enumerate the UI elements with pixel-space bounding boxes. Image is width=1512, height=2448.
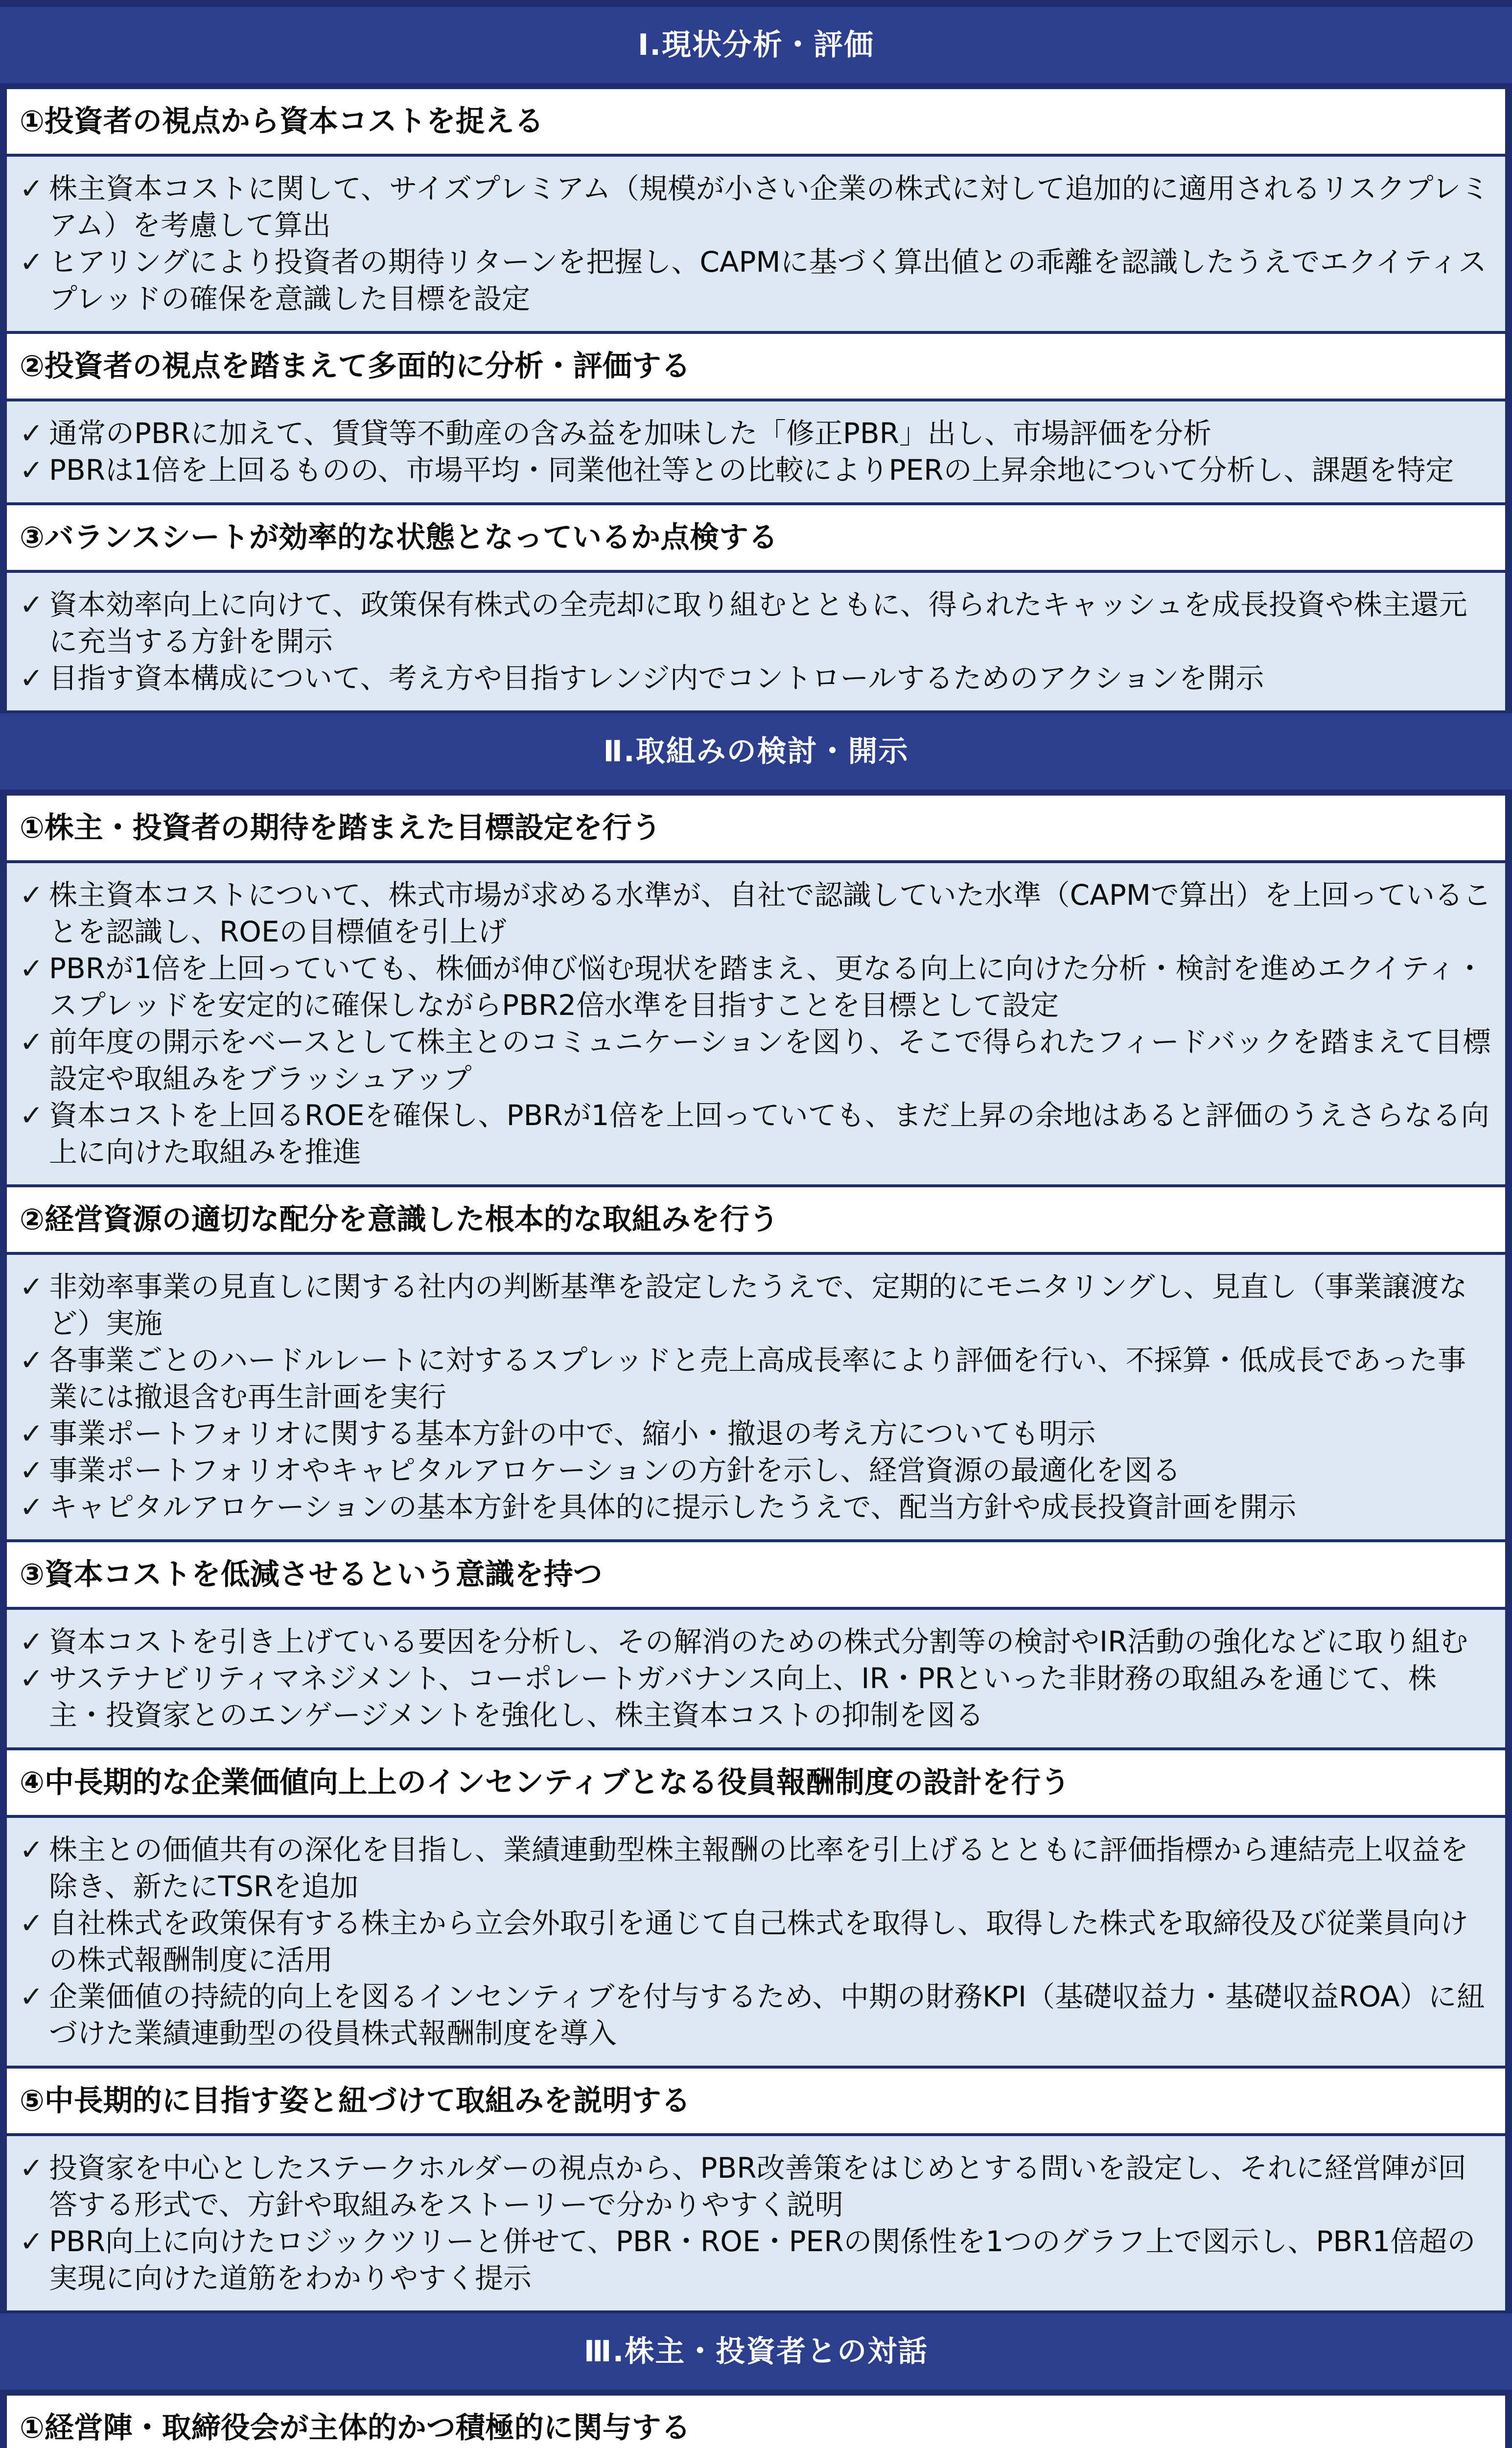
checkmark-icon: ✓ bbox=[20, 1099, 44, 1132]
checkmark-icon: ✓ bbox=[20, 2151, 44, 2185]
item-body bbox=[4, 1607, 1508, 1747]
item-body bbox=[4, 154, 1508, 331]
item-title: ③資本コストを低減させるという意識を持つ bbox=[4, 1539, 1508, 1607]
bullet-text: 自社株式を政策保有する株主から立会外取引を通じて自己株式を取得し、取得した株式を取締役及び従業員向けの株式報酬制度に活用 bbox=[49, 1907, 1469, 1977]
checkmark-icon: ✓ bbox=[20, 1343, 44, 1377]
checkmark-icon: ✓ bbox=[20, 1833, 44, 1866]
bullet-item bbox=[20, 2150, 1492, 2223]
bullet-item bbox=[20, 1097, 1492, 1171]
item-title: ③バランスシートが効率的な状態となっているか点検する bbox=[4, 502, 1508, 570]
bullet-text: 資本コストを引き上げている要因を分析し、その解消のための株式分割等の検討やIR活動の強化などに取り組む bbox=[49, 1625, 1468, 1658]
checkmark-icon: ✓ bbox=[20, 417, 44, 450]
item-title: ①経営陣・取締役会が主体的かつ積極的に関与する bbox=[4, 2393, 1508, 2448]
item-title: ②経営資源の適切な配分を意識した根本的な取組みを行う bbox=[4, 1184, 1508, 1252]
checkmark-icon: ✓ bbox=[20, 661, 44, 695]
bullet-text: PBR向上に向けたロジックツリーと併せて、PBR・ROE・PERの関係性を1つのグラフ上で図示し、PBR1倍超の実現に向けた道筋をわかりやすく提示 bbox=[49, 2225, 1476, 2295]
checkmark-icon: ✓ bbox=[20, 2225, 44, 2258]
bullet-text: キャピタルアロケーションの基本方針を具体的に提示したうえで、配当方針や成長投資計画を開示 bbox=[49, 1490, 1297, 1524]
bullet-item bbox=[20, 415, 1492, 452]
bullet-text: 事業ポートフォリオやキャピタルアロケーションの方針を示し、経営資源の最適化を図る bbox=[49, 1454, 1181, 1487]
item-body bbox=[4, 570, 1508, 710]
bullet-item bbox=[20, 1660, 1492, 1734]
item-title: ④中長期的な企業価値向上上のインセンティブとなる役員報酬制度の設計を行う bbox=[4, 1747, 1508, 1815]
checkmark-icon: ✓ bbox=[20, 1025, 44, 1059]
section-block bbox=[4, 86, 1508, 710]
bullet-item bbox=[20, 1415, 1492, 1452]
bullet-item bbox=[20, 877, 1492, 950]
bullet-text: 非効率事業の見直しに関する社内の判断基準を設定したうえで、定期的にモニタリングし、見直し（事業譲渡など）実施 bbox=[49, 1270, 1467, 1340]
checkmark-icon: ✓ bbox=[20, 1662, 44, 1695]
bullet-text: 通常のPBRに加えて、賃貸等不動産の含み益を加味した「修正PBR」出し、市場評価を分析 bbox=[49, 417, 1211, 450]
bullet-item bbox=[20, 1905, 1492, 1978]
bullet-item bbox=[20, 950, 1492, 1024]
bullet-item bbox=[20, 1342, 1492, 1415]
bullet-item bbox=[20, 452, 1492, 489]
bullet-text: 投資家を中心としたステークホルダーの視点から、PBR改善策をはじめとする問いを設定し、それに経営陣が回答する形式で、方針や取組みをストーリーで分かりやすく説明 bbox=[49, 2151, 1466, 2221]
bullet-text: 株主資本コストについて、株式市場が求める水準が、自社で認識していた水準（CAPMで算出）を上回っていることを認識し、ROEの目標値を引上げ bbox=[49, 878, 1491, 948]
bullet-item bbox=[20, 170, 1492, 244]
item-title: ②投資者の視点を踏まえて多面的に分析・評価する bbox=[4, 331, 1508, 399]
checkmark-icon: ✓ bbox=[20, 453, 44, 487]
item-body bbox=[4, 2133, 1508, 2310]
bullet-text: 前年度の開示をベースとして株主とのコミュニケーションを図り、そこで得られたフィードバックを踏まえて目標設定や取組みをブラッシュアップ bbox=[49, 1025, 1491, 1095]
bullet-item bbox=[20, 2223, 1492, 2297]
bullet-item bbox=[20, 1832, 1492, 1905]
checkmark-icon: ✓ bbox=[20, 588, 44, 621]
bullet-text: 企業価値の持続的向上を図るインセンティブを付与するため、中期の財務KPI（基礎収益力・基礎収益ROA）に紐づけた業績連動型の役員株式報酬制度を導入 bbox=[49, 1980, 1485, 2050]
bullet-text: 株主との価値共有の深化を目指し、業績連動型株主報酬の比率を引上げるとともに評価指標から連結売上収益を除き、新たにTSRを追加 bbox=[49, 1833, 1469, 1903]
bullet-item bbox=[20, 1489, 1492, 1526]
bullet-text: PBRが1倍を上回っていても、株価が伸び悩む現状を踏まえ、更なる向上に向けた分析・検討を進めエクイティ・スプレッドを安定的に確保しながらPBR2倍水準を目指すことを目標として設定 bbox=[49, 952, 1484, 1022]
bullet-item bbox=[20, 1269, 1492, 1342]
bullet-text: 事業ポートフォリオに関する基本方針の中で、縮小・撤退の考え方についても明示 bbox=[49, 1417, 1096, 1450]
bullet-item bbox=[20, 660, 1492, 697]
bullet-item bbox=[20, 1452, 1492, 1489]
bullet-item bbox=[20, 587, 1492, 660]
section-block bbox=[4, 2393, 1508, 2448]
item-body bbox=[4, 1252, 1508, 1539]
item-body bbox=[4, 860, 1508, 1184]
item-title: ①株主・投資者の期待を踏まえた目標設定を行う bbox=[4, 793, 1508, 860]
checkmark-icon: ✓ bbox=[20, 172, 44, 205]
bullet-text: サステナビリティマネジメント、コーポレートガバナンス向上、IR・PRといった非財務の取組みを通じて、株主・投資家とのエンゲージメントを強化し、株主資本コストの抑制を図る bbox=[49, 1662, 1437, 1732]
checkmark-icon: ✓ bbox=[20, 1907, 44, 1940]
checkmark-icon: ✓ bbox=[20, 1417, 44, 1450]
bullet-item bbox=[20, 1978, 1492, 2052]
checkmark-icon: ✓ bbox=[20, 878, 44, 912]
section-header: Ⅱ.取組みの検討・開示 bbox=[0, 710, 1512, 793]
checkmark-icon: ✓ bbox=[20, 952, 44, 985]
bullet-item bbox=[20, 1624, 1492, 1660]
item-title: ⑤中長期的に目指す姿と紐づけて取組みを説明する bbox=[4, 2066, 1508, 2133]
checkmark-icon: ✓ bbox=[20, 1980, 44, 2013]
section-header: Ⅰ.現状分析・評価 bbox=[0, 4, 1512, 86]
bullet-item bbox=[20, 1024, 1492, 1097]
item-title: ①投資者の視点から資本コストを捉える bbox=[4, 86, 1508, 154]
bullet-item bbox=[20, 244, 1492, 317]
section-header: Ⅲ.株主・投資者との対話 bbox=[0, 2310, 1512, 2393]
section-block bbox=[4, 793, 1508, 2310]
bullet-text: PBRは1倍を上回るものの、市場平均・同業他社等との比較によりPERの上昇余地について分析し、課題を特定 bbox=[49, 453, 1454, 487]
bullet-text: 各事業ごとのハードルレートに対するスプレッドと売上高成長率により評価を行い、不採算・低成長であった事業には撤退含む再生計画を実行 bbox=[49, 1343, 1466, 1413]
bullet-text: 資本効率向上に向けて、政策保有株式の全売却に取り組むとともに、得られたキャッシュを成長投資や株主還元に充当する方針を開示 bbox=[49, 588, 1467, 658]
bullet-text: 目指す資本構成について、考え方や目指すレンジ内でコントロールするためのアクションを開示 bbox=[49, 661, 1264, 695]
checkmark-icon: ✓ bbox=[20, 1454, 44, 1487]
bullet-text: 株主資本コストに関して、サイズプレミアム（規模が小さい企業の株式に対して追加的に適用されるリスクプレミアム）を考慮して算出 bbox=[49, 172, 1489, 242]
checkmark-icon: ✓ bbox=[20, 1270, 44, 1303]
checkmark-icon: ✓ bbox=[20, 1625, 44, 1658]
bullet-text: 資本コストを上回るROEを確保し、PBRが1倍を上回っていても、まだ上昇の余地はあると評価のうえさらなる向上に向けた取組みを推進 bbox=[49, 1099, 1489, 1169]
item-body bbox=[4, 399, 1508, 502]
checkmark-icon: ✓ bbox=[20, 1490, 44, 1524]
item-body bbox=[4, 1815, 1508, 2066]
checkmark-icon: ✓ bbox=[20, 245, 44, 279]
bullet-text: ヒアリングにより投資者の期待リターンを把握し、CAPMに基づく算出値との乖離を認識したうえでエクイティスプレッドの確保を意識した目標を設定 bbox=[49, 245, 1487, 315]
